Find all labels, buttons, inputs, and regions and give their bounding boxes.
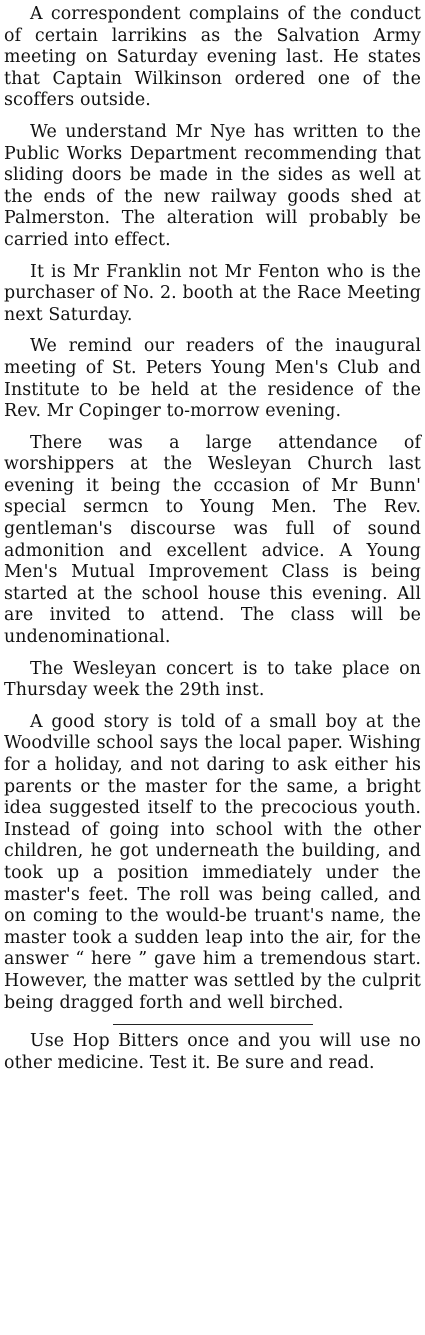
news-item-goods-shed: We understand Mr Nye has written to the Public Works Department recommending that sliding doors be made in the sides as well at the ends of the new railway goods shed at Palmerston. The alteration will probably be carried into effect. [4, 121, 421, 250]
news-item-young-mens-club: We remind our readers of the inaugural meeting of St. Peters Young Men's Club and Institute to be held at the residence of the Rev. Mr Copinger to-morrow evening. [4, 336, 421, 422]
divider-rule [113, 1024, 313, 1025]
news-item-wesleyan-concert: The Wesleyan concert is to take place on Thursday week the 29th inst. [4, 658, 421, 701]
advert-hop-bitters: Use Hop Bitters once and you will use no other medicine. Test it. Be sure and read. [4, 1031, 421, 1073]
news-item-race-booth: It is Mr Franklin not Mr Fenton who is the purchaser of No. 2. booth at the Race Meeting next Saturday. [4, 261, 421, 325]
news-item-woodville-story: A good story is told of a small boy at the Woodville school says the local paper. Wishing for a holiday, and not daring to ask either his parents or the master for the same, a bright idea suggested itself to the precocious youth. Instead of going into school with the other children, he got underneath the building, and took up a position immediately under the master's feet. The roll was being called, and on coming to the would-be truant's name, the master took a sudden leap into the air, for the answer “ here ” gave him a tremendous start. However, the matter was settled by the culprit being dragged forth and well birched. [4, 711, 421, 1013]
news-item-larrikins: A correspondent complains of the conduct of certain larrikins as the Salvation Army meeting on Saturday evening last. He states that Captain Wilkinson ordered one of the scoffers outside. [4, 4, 421, 111]
news-item-wesleyan-church: There was a large attendance of worshippers at the Wesleyan Church last evening it being the cccasion of Mr Bunn' special sermcn to Young Men. The Rev. gentleman's discourse was full of sound admonition and excellent advice. A Young Men's Mutual Improvement Class is being started at the school house this evening. All are invited to attend. The class will be undenominational. [4, 432, 421, 648]
newspaper-column [4, 4, 421, 1084]
